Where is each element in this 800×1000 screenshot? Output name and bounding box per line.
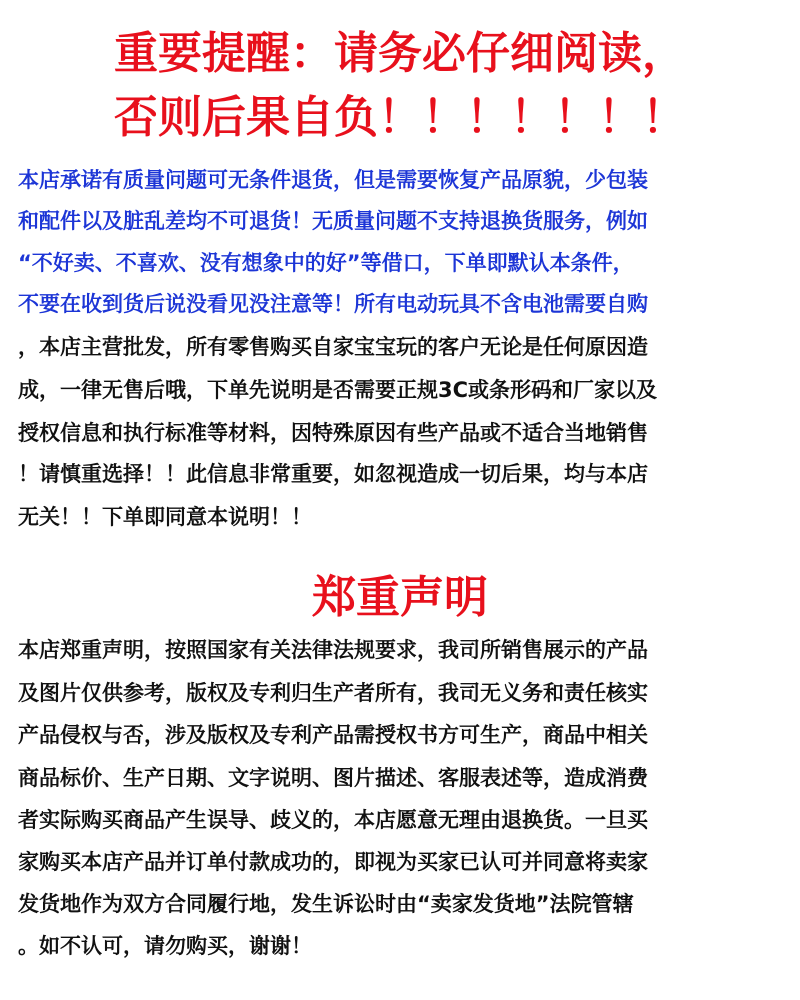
notice-line: “不好卖、不喜欢、没有想象中的好”等借口，下单即默认本条件， [18,251,634,275]
notice-line: ！请慎重选择！！此信息非常重要，如忽视造成一切后果，均与本店 [18,462,648,486]
notice-line: 无关！！下单即同意本说明！！ [18,505,312,529]
notice-line: ，本店主营批发，所有零售购买自家宝宝玩的客户无论是任何原因造 [18,335,648,359]
notice-line: 成，一律无售后哦，下单先说明是否需要正规3C或条形码和厂家以及 [18,378,658,402]
statement-title: 郑重声明 [312,572,488,623]
warning-title-line-2: 否则后果自负！！！！！！！ [114,92,686,143]
statement-line: 及图片仅供参考，版权及专利归生产者所有，我司无义务和责任核实 [18,681,648,705]
statement-line: 产品侵权与否，涉及版权及专利产品需授权书方可生产，商品中相关 [18,723,648,747]
statement-line: 商品标价、生产日期、文字说明、图片描述、客服表述等，造成消费 [18,766,648,790]
notice-line: 授权信息和执行标准等材料，因特殊原因有些产品或不适合当地销售 [18,421,648,445]
statement-line: 本店郑重声明，按照国家有关法律法规要求，我司所销售展示的产品 [18,638,648,662]
notice-line: 本店承诺有质量问题可无条件退货，但是需要恢复产品原貌，少包装 [18,168,648,192]
warning-title-line-1: 重要提醒：请务必仔细阅读， [114,28,686,79]
notice-line: 不要在收到货后说没看见没注意等！所有电动玩具不含电池需要自购 [18,292,648,316]
statement-line: 者实际购买商品产生误导、歧义的，本店愿意无理由退换货。一旦买 [18,808,648,832]
statement-line: 。如不认可，请勿购买，谢谢！ [18,934,312,958]
statement-line: 家购买本店产品并订单付款成功的，即视为买家已认可并同意将卖家 [18,850,648,874]
statement-line: 发货地作为双方合同履行地，发生诉讼时由“卖家发货地”法院管辖 [18,892,634,916]
notice-line: 和配件以及脏乱差均不可退货！无质量问题不支持退换货服务，例如 [18,209,648,233]
